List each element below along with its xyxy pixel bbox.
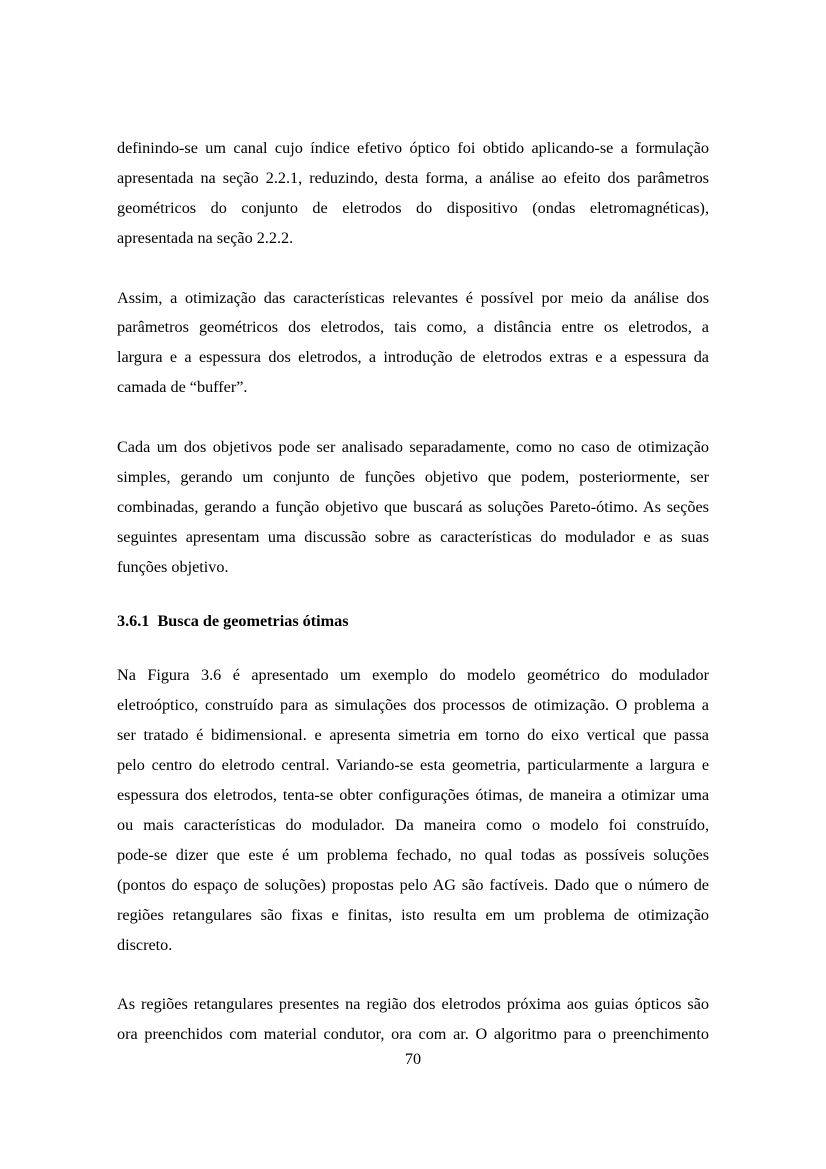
paragraph-5 — [117, 990, 709, 1050]
section-heading: 3.6.1 Busca de geometrias ótimas — [117, 611, 349, 630]
text-line: As regiões retangulares presentes na região dos eletrodos próxima aos guias ópticos são — [117, 995, 709, 1014]
text-line: ou mais características do modulador. Da maneira como o modelo foi construído, — [117, 815, 709, 834]
text-line: funções objetivo. — [117, 557, 229, 576]
text-line: pode-se dizer que este é um problema fechado, no qual todas as possíveis soluções — [117, 845, 709, 864]
text-line: Na Figura 3.6 é apresentado um exemplo do modelo geométrico do modulador — [117, 666, 709, 685]
paragraph-1 — [117, 134, 709, 254]
text-line: (pontos do espaço de soluções) propostas pelo AG são factíveis. Dado que o número de — [117, 875, 709, 894]
text-line: espessura dos eletrodos, tenta-se obter configurações ótimas, de maneira a otimizar uma — [117, 786, 709, 805]
text-line: simples, gerando um conjunto de funções objetivo que podem, posteriormente, ser — [117, 468, 709, 487]
text-line: regiões retangulares são fixas e finitas, isto resulta em um problema de otimização — [117, 905, 709, 924]
text-line: largura e a espessura dos eletrodos, a introdução de eletrodos extras e a espessura da — [117, 348, 709, 367]
paragraph-2 — [117, 284, 709, 404]
text-line: parâmetros geométricos dos eletrodos, tais como, a distância entre os eletrodos, a — [117, 318, 709, 337]
text-line: apresentada na seção 2.2.2. — [117, 228, 294, 247]
paragraph-4 — [117, 661, 709, 960]
text-line: ora preenchidos com material condutor, ora com ar. O algoritmo para o preenchimento — [117, 1025, 709, 1044]
text-line: geométricos do conjunto de eletrodos do dispositivo (ondas eletromagnéticas), — [117, 198, 709, 217]
text-line: discreto. — [117, 935, 173, 954]
page-body — [117, 134, 709, 1050]
text-line: definindo-se um canal cujo índice efetivo óptico foi obtido aplicando-se a formulação — [117, 139, 709, 157]
text-line: pelo centro do eletrodo central. Variando-se esta geometria, particularmente a largura e — [117, 756, 709, 775]
paragraph-3 — [117, 433, 709, 582]
text-line: apresentada na seção 2.2.1, reduzindo, desta forma, a análise ao efeito dos parâmetros — [117, 168, 709, 187]
text-line: ser tratado é bidimensional. e apresenta simetria em torno do eixo vertical que passa — [117, 726, 709, 745]
text-line: Cada um dos objetivos pode ser analisado separadamente, como no caso de otimização — [117, 438, 709, 457]
text-line: combinadas, gerando a função objetivo que buscará as soluções Pareto-ótimo. As seções — [117, 497, 709, 516]
text-line: Assim, a otimização das características relevantes é possível por meio da análise dos — [117, 288, 709, 307]
text-line: camada de “buffer”. — [117, 378, 248, 397]
page-number: 70 — [404, 1050, 422, 1068]
text-line: eletroóptico, construído para as simulações dos processos de otimização. O problema a — [117, 696, 709, 715]
text-line: seguintes apresentam uma discussão sobre as características do modulador e as suas — [117, 527, 709, 546]
